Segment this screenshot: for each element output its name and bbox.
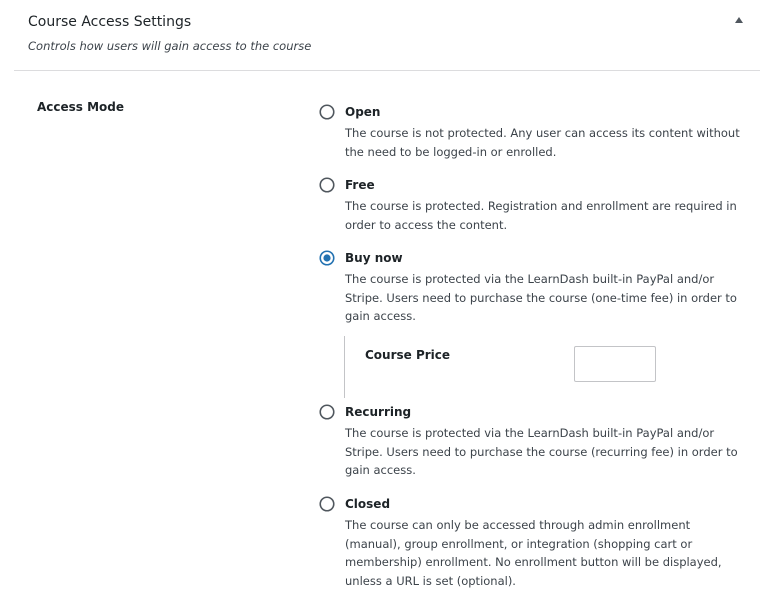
course-price-field: [344, 336, 665, 398]
access-mode-label: Access Mode: [37, 100, 125, 114]
course-price-input[interactable]: [574, 346, 656, 382]
option-description-closed: The course can only be accessed through admin enrollment (manual), group enrollment, or integration (shopping cart or membership) enrollment. No enrollment button will be displayed, unless a URL is set (optional).: [345, 518, 722, 588]
radio-closed[interactable]: [319, 496, 335, 512]
option-description-open: The course is not protected. Any user can access its content without the need to be logged-in or enrolled.: [345, 126, 740, 159]
triangle-up-icon: [735, 17, 743, 23]
course-price-label: Course Price: [365, 348, 451, 362]
option-label-closed: Closed: [345, 497, 391, 511]
option-description-recurring: The course is protected via the LearnDash built-in PayPal and/or Stripe. Users need to purchase the course (recurring fee) in order to gain access.: [345, 426, 738, 477]
radio-unchecked-icon: [319, 104, 335, 120]
option-label-open: Open: [345, 105, 381, 119]
option-description-free: The course is protected. Registration and enrollment are required in order to access the content.: [345, 199, 737, 232]
radio-open[interactable]: [319, 104, 335, 120]
panel-header: [14, 0, 760, 71]
radio-buy-now[interactable]: [319, 250, 335, 266]
panel-title: Course Access Settings: [28, 14, 192, 30]
radio-unchecked-icon: [319, 496, 335, 512]
panel-description: Controls how users will gain access to the course: [28, 39, 312, 53]
option-label-free: Free: [345, 178, 375, 192]
option-label-recurring: Recurring: [345, 405, 412, 419]
radio-unchecked-icon: [319, 177, 335, 193]
radio-free[interactable]: [319, 177, 335, 193]
radio-checked-icon: [319, 250, 335, 266]
option-label-buy-now: Buy now: [345, 251, 403, 265]
radio-recurring[interactable]: [319, 404, 335, 420]
radio-unchecked-icon: [319, 404, 335, 420]
collapse-toggle-button[interactable]: [732, 14, 746, 26]
option-description-buy-now: The course is protected via the LearnDash built-in PayPal and/or Stripe. Users need to purchase the course (one-time fee) in order to gain access.: [345, 272, 737, 323]
